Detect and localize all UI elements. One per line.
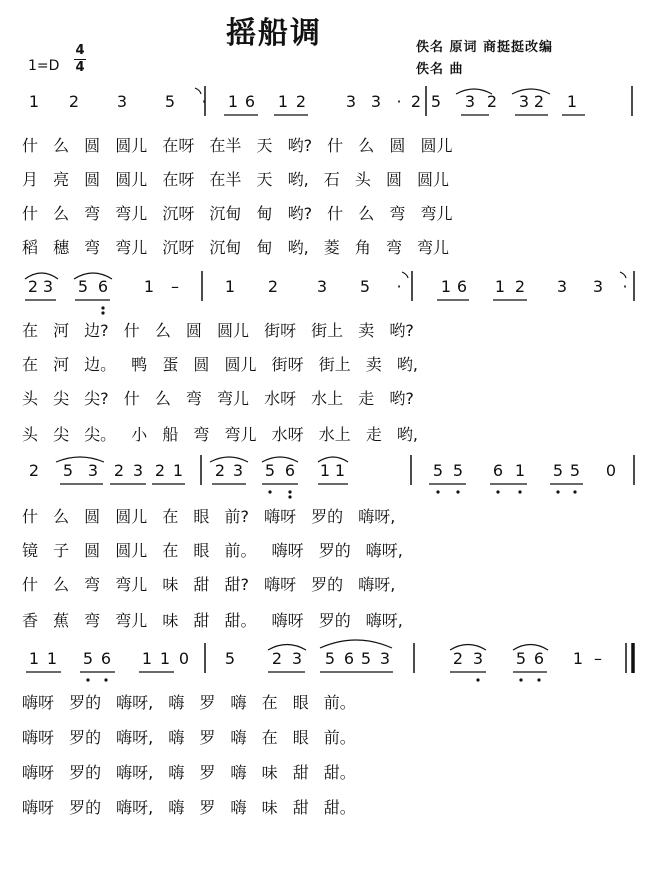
jianpu-note: 3 xyxy=(116,92,128,111)
composer-credit: 佚名 曲 xyxy=(416,62,464,77)
jianpu-note: · xyxy=(622,277,628,296)
jianpu-note: – xyxy=(171,277,179,296)
octave-dot xyxy=(268,490,271,493)
lyric-line: 在 河 边? 什 么 圆 圆儿 街呀 街上 卖 哟? xyxy=(22,321,414,340)
jianpu-note: 3 xyxy=(556,277,568,296)
jianpu-note: 1 xyxy=(514,461,526,480)
jianpu-note: 3 xyxy=(316,277,328,296)
lyric-line: 嗨呀 罗的 嗨呀, 嗨 罗 嗨 在 眼 前。 xyxy=(22,693,356,712)
lyric-line: 什 么 圆 圆儿 在呀 在半 天 哟? 什 么 圆 圆儿 xyxy=(22,136,453,155)
jianpu-note: 2 xyxy=(486,92,498,111)
octave-dot xyxy=(101,306,104,309)
jianpu-note: 1 xyxy=(494,277,506,296)
octave-dot xyxy=(456,490,459,493)
jianpu-note: 1 xyxy=(143,277,155,296)
jianpu-note: 3 xyxy=(379,649,391,668)
jianpu-note: 2 xyxy=(267,277,279,296)
jianpu-note: 5 xyxy=(430,92,442,111)
jianpu-note: 1 xyxy=(224,277,236,296)
lyric-line: 头 尖 尖? 什 么 弯 弯儿 水呀 水上 走 哟? xyxy=(22,389,414,408)
lyric-line: 镜 子 圆 圆儿 在 眼 前。 嗨呀 罗的 嗨呀, xyxy=(22,541,403,560)
octave-dot xyxy=(86,678,89,681)
jianpu-note: 2 xyxy=(452,649,464,668)
lyric-line: 在 河 边。 鸭 蛋 圆 圆儿 街呀 街上 卖 哟, xyxy=(22,355,418,374)
breath-mark xyxy=(195,88,201,94)
octave-dot xyxy=(518,490,521,493)
key-signature: 1=D xyxy=(28,58,60,74)
jianpu-note: 3 xyxy=(42,277,54,296)
jianpu-note: 5 xyxy=(359,277,371,296)
jianpu-note: 5 xyxy=(569,461,581,480)
jianpu-note: 2 xyxy=(271,649,283,668)
jianpu-note: 2 xyxy=(154,461,166,480)
jianpu-note: 2 xyxy=(68,92,80,111)
lyric-line: 嗨呀 罗的 嗨呀, 嗨 罗 嗨 在 眼 前。 xyxy=(22,728,356,747)
jianpu-note: 6 xyxy=(284,461,296,480)
jianpu-note: 2 xyxy=(28,461,40,480)
jianpu-note: 5 xyxy=(360,649,372,668)
jianpu-note: 5 xyxy=(264,461,276,480)
jianpu-note: 3 xyxy=(291,649,303,668)
octave-dot xyxy=(496,490,499,493)
jianpu-note: 5 xyxy=(552,461,564,480)
jianpu-note: 1 xyxy=(566,92,578,111)
lyric-line: 什 么 弯 弯儿 味 甜 甜? 嗨呀 罗的 嗨呀, xyxy=(22,575,396,594)
time-signature-bottom: 4 xyxy=(75,60,85,75)
octave-dot xyxy=(476,678,479,681)
jianpu-note: 2 xyxy=(533,92,545,111)
jianpu-note: 5 xyxy=(164,92,176,111)
octave-dot xyxy=(556,490,559,493)
jianpu-note: 5 xyxy=(432,461,444,480)
jianpu-note: 1 xyxy=(172,461,184,480)
jianpu-note: · xyxy=(396,92,402,111)
octave-dot xyxy=(519,678,522,681)
slur-arc xyxy=(512,89,550,94)
octave-dot xyxy=(288,490,291,493)
slur-arc xyxy=(320,640,392,648)
octave-dot xyxy=(436,490,439,493)
jianpu-note: 5 xyxy=(62,461,74,480)
jianpu-note: 1 xyxy=(28,92,40,111)
jianpu-note: · xyxy=(201,92,207,111)
jianpu-note: 2 xyxy=(410,92,422,111)
jianpu-note: 3 xyxy=(472,649,484,668)
jianpu-note: 6 xyxy=(97,277,109,296)
jianpu-note: 6 xyxy=(100,649,112,668)
breath-mark xyxy=(402,272,408,278)
jianpu-note: 2 xyxy=(113,461,125,480)
jianpu-note: – xyxy=(594,649,602,668)
lyric-line: 稻 穗 弯 弯儿 沉呀 沉甸 甸 哟, 菱 角 弯 弯儿 xyxy=(22,238,450,257)
jianpu-note: 3 xyxy=(592,277,604,296)
lyricist-credit: 佚名 原词 商挺挺改编 xyxy=(416,40,554,55)
jianpu-note: 3 xyxy=(370,92,382,111)
jianpu-note: 1 xyxy=(319,461,331,480)
lyric-line: 头 尖 尖。 小 船 弯 弯儿 水呀 水上 走 哟, xyxy=(22,425,418,444)
jianpu-note: 1 xyxy=(277,92,289,111)
jianpu-note: 6 xyxy=(343,649,355,668)
jianpu-note: 2 xyxy=(27,277,39,296)
jianpu-note: 1 xyxy=(572,649,584,668)
jianpu-note: 1 xyxy=(159,649,171,668)
lyric-line: 嗨呀 罗的 嗨呀, 嗨 罗 嗨 味 甜 甜。 xyxy=(22,763,356,782)
jianpu-note: 3 xyxy=(232,461,244,480)
jianpu-note: 5 xyxy=(324,649,336,668)
jianpu-note: 0 xyxy=(178,649,190,668)
jianpu-note: 1 xyxy=(28,649,40,668)
jianpu-note: 6 xyxy=(244,92,256,111)
jianpu-note: 5 xyxy=(452,461,464,480)
jianpu-note: 3 xyxy=(518,92,530,111)
octave-dot xyxy=(288,495,291,498)
octave-dot xyxy=(104,678,107,681)
jianpu-note: 3 xyxy=(132,461,144,480)
lyric-line: 月 亮 圆 圆儿 在呀 在半 天 哟, 石 头 圆 圆儿 xyxy=(22,170,450,189)
jianpu-note: 6 xyxy=(533,649,545,668)
jianpu-note: 6 xyxy=(456,277,468,296)
jianpu-note: 1 xyxy=(141,649,153,668)
jianpu-note: 2 xyxy=(514,277,526,296)
lyric-line: 什 么 圆 圆儿 在 眼 前? 嗨呀 罗的 嗨呀, xyxy=(22,507,396,526)
jianpu-note: 6 xyxy=(492,461,504,480)
jianpu-note: 5 xyxy=(77,277,89,296)
jianpu-note: 1 xyxy=(46,649,58,668)
jianpu-note: 2 xyxy=(295,92,307,111)
lyric-line: 嗨呀 罗的 嗨呀, 嗨 罗 嗨 味 甜 甜。 xyxy=(22,798,356,817)
jianpu-note: 3 xyxy=(464,92,476,111)
jianpu-note: 2 xyxy=(214,461,226,480)
jianpu-note: 3 xyxy=(87,461,99,480)
jianpu-note: 1 xyxy=(334,461,346,480)
jianpu-note: 5 xyxy=(224,649,236,668)
lyric-line: 香 蕉 弯 弯儿 味 甜 甜。 嗨呀 罗的 嗨呀, xyxy=(22,611,403,630)
jianpu-note: 5 xyxy=(82,649,94,668)
jianpu-note: · xyxy=(396,277,402,296)
jianpu-note: 5 xyxy=(515,649,527,668)
lyric-line: 什 么 弯 弯儿 沉呀 沉甸 甸 哟? 什 么 弯 弯儿 xyxy=(22,204,453,223)
octave-dot xyxy=(537,678,540,681)
octave-dot xyxy=(573,490,576,493)
time-signature-top: 4 xyxy=(75,43,85,58)
song-title: 摇船调 xyxy=(226,16,322,51)
jianpu-note: 3 xyxy=(345,92,357,111)
jianpu-note: 1 xyxy=(227,92,239,111)
octave-dot xyxy=(101,311,104,314)
jianpu-note: 1 xyxy=(440,277,452,296)
jianpu-note: 0 xyxy=(605,461,617,480)
